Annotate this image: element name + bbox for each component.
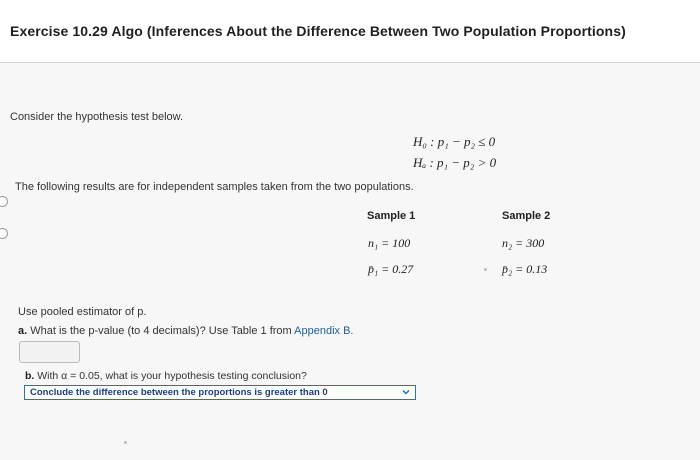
- sample1-header: Sample 1: [367, 210, 416, 222]
- alternative-hypothesis: Hₐ : p₁ − p₂ > 0: [413, 155, 497, 170]
- conclusion-select[interactable]: [24, 385, 416, 400]
- results-text: The following results are for independent samples taken from the two populations.: [15, 181, 414, 193]
- sample1-proportion: p̄₁ = 0.27: [368, 262, 414, 276]
- sample2-header: Sample 2: [502, 210, 551, 222]
- page-title: Exercise 10.29 Algo (Inferences About the Difference Between Two Population Proportions): [10, 23, 626, 39]
- conclusion-selected-value: Conclude the difference between the proportions is greater than 0: [30, 387, 328, 398]
- question-a-label: a.: [18, 325, 28, 337]
- question-b-text: With α = 0.05, what is your hypothesis testing conclusion?: [37, 370, 307, 382]
- question-b: [25, 370, 307, 382]
- question-a-text: What is the p-value (to 4 decimals)? Use Table 1 from: [30, 325, 292, 337]
- sample2-proportion: p̄₂ = 0.13: [502, 262, 548, 276]
- question-a: [18, 325, 354, 337]
- question-b-label: b.: [25, 370, 35, 382]
- sample2-n: n₂ = 300: [502, 236, 545, 250]
- null-hypothesis: H₀ : p₁ − p₂ ≤ 0: [413, 134, 496, 149]
- decorative-dot: [124, 441, 127, 444]
- sample1-n: n₁ = 100: [368, 236, 411, 250]
- decorative-dot: [484, 268, 487, 271]
- p-value-input[interactable]: [19, 341, 80, 363]
- exercise-header: [0, 0, 700, 63]
- left-edge-marker-icon: [0, 196, 8, 207]
- chevron-down-icon: [401, 387, 411, 397]
- left-edge-marker-icon: [0, 228, 8, 239]
- pooled-estimator-text: Use pooled estimator of p.: [18, 306, 147, 318]
- problem-content: [0, 63, 700, 460]
- appendix-b-link[interactable]: Appendix B.: [294, 325, 354, 337]
- intro-text: Consider the hypothesis test below.: [10, 111, 184, 123]
